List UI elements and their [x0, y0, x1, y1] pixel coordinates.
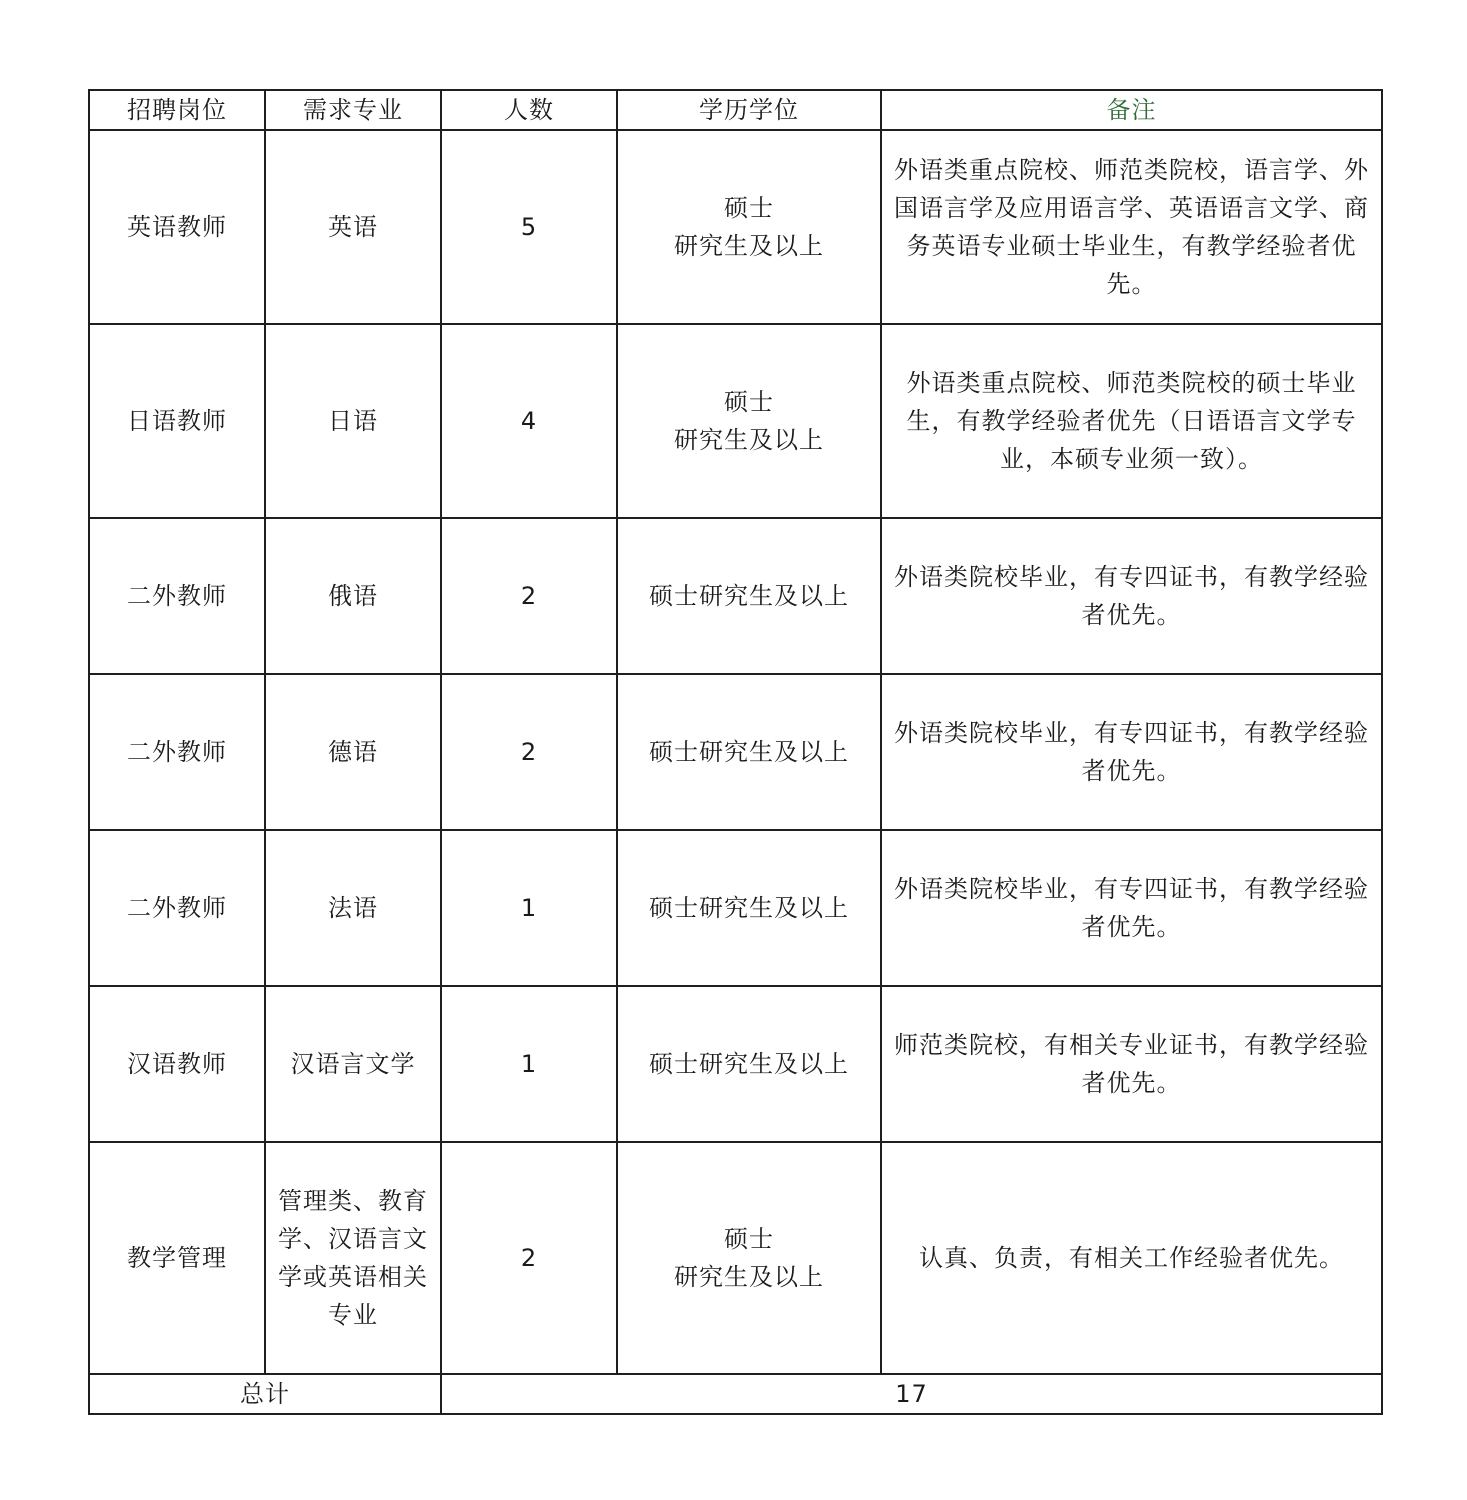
cell-count: 4	[441, 324, 617, 518]
cell-note: 师范类院校，有相关专业证书，有教学经验者优先。	[881, 986, 1382, 1142]
cell-degree: 硕士研究生及以上	[617, 518, 881, 674]
table-row	[89, 830, 1382, 986]
table-row	[89, 518, 1382, 674]
cell-major: 日语	[265, 324, 441, 518]
total-row	[89, 1374, 1382, 1414]
cell-degree: 硕士研究生及以上	[617, 986, 881, 1142]
cell-major: 英语	[265, 130, 441, 324]
cell-position: 二外教师	[89, 674, 265, 830]
total-label: 总计	[89, 1374, 441, 1414]
cell-position: 二外教师	[89, 518, 265, 674]
cell-position: 二外教师	[89, 830, 265, 986]
header-degree: 学历学位	[617, 90, 881, 130]
cell-major: 汉语言文学	[265, 986, 441, 1142]
cell-degree	[617, 324, 881, 518]
table-row	[89, 1142, 1382, 1374]
degree-line-1: 硕士	[724, 1225, 774, 1253]
degree-line-1: 硕士	[724, 388, 774, 416]
cell-major: 管理类、教育学、汉语言文学或英语相关专业	[265, 1142, 441, 1374]
degree-line-1: 硕士	[724, 194, 774, 222]
cell-major: 法语	[265, 830, 441, 986]
degree-line-2: 研究生及以上	[674, 1263, 824, 1291]
table-row	[89, 674, 1382, 830]
cell-count: 1	[441, 986, 617, 1142]
total-value: 17	[441, 1374, 1382, 1414]
cell-position: 教学管理	[89, 1142, 265, 1374]
cell-count: 2	[441, 674, 617, 830]
cell-note: 外语类重点院校、师范类院校，语言学、外国语言学及应用语言学、英语语言文学、商务英语专业硕士毕业生，有教学经验者优先。	[881, 130, 1382, 324]
cell-degree	[617, 130, 881, 324]
header-major: 需求专业	[265, 90, 441, 130]
recruitment-table	[88, 89, 1383, 1415]
cell-position: 汉语教师	[89, 986, 265, 1142]
cell-note: 外语类院校毕业，有专四证书，有教学经验者优先。	[881, 830, 1382, 986]
cell-degree: 硕士研究生及以上	[617, 674, 881, 830]
cell-position: 日语教师	[89, 324, 265, 518]
cell-note: 外语类院校毕业，有专四证书，有教学经验者优先。	[881, 674, 1382, 830]
cell-note: 外语类重点院校、师范类院校的硕士毕业生，有教学经验者优先（日语语言文学专业，本硕专业须一致）。	[881, 324, 1382, 518]
degree-line-2: 研究生及以上	[674, 232, 824, 260]
header-row	[89, 90, 1382, 130]
cell-note: 认真、负责，有相关工作经验者优先。	[881, 1142, 1382, 1374]
cell-major: 俄语	[265, 518, 441, 674]
table-row	[89, 986, 1382, 1142]
cell-count: 5	[441, 130, 617, 324]
header-note: 备注	[881, 90, 1382, 130]
degree-line-2: 研究生及以上	[674, 426, 824, 454]
header-position: 招聘岗位	[89, 90, 265, 130]
header-count: 人数	[441, 90, 617, 130]
table-row	[89, 130, 1382, 324]
cell-major: 德语	[265, 674, 441, 830]
cell-degree: 硕士研究生及以上	[617, 830, 881, 986]
cell-note: 外语类院校毕业，有专四证书，有教学经验者优先。	[881, 518, 1382, 674]
cell-position: 英语教师	[89, 130, 265, 324]
table-row	[89, 324, 1382, 518]
cell-count: 1	[441, 830, 617, 986]
cell-count: 2	[441, 518, 617, 674]
cell-degree	[617, 1142, 881, 1374]
cell-count: 2	[441, 1142, 617, 1374]
